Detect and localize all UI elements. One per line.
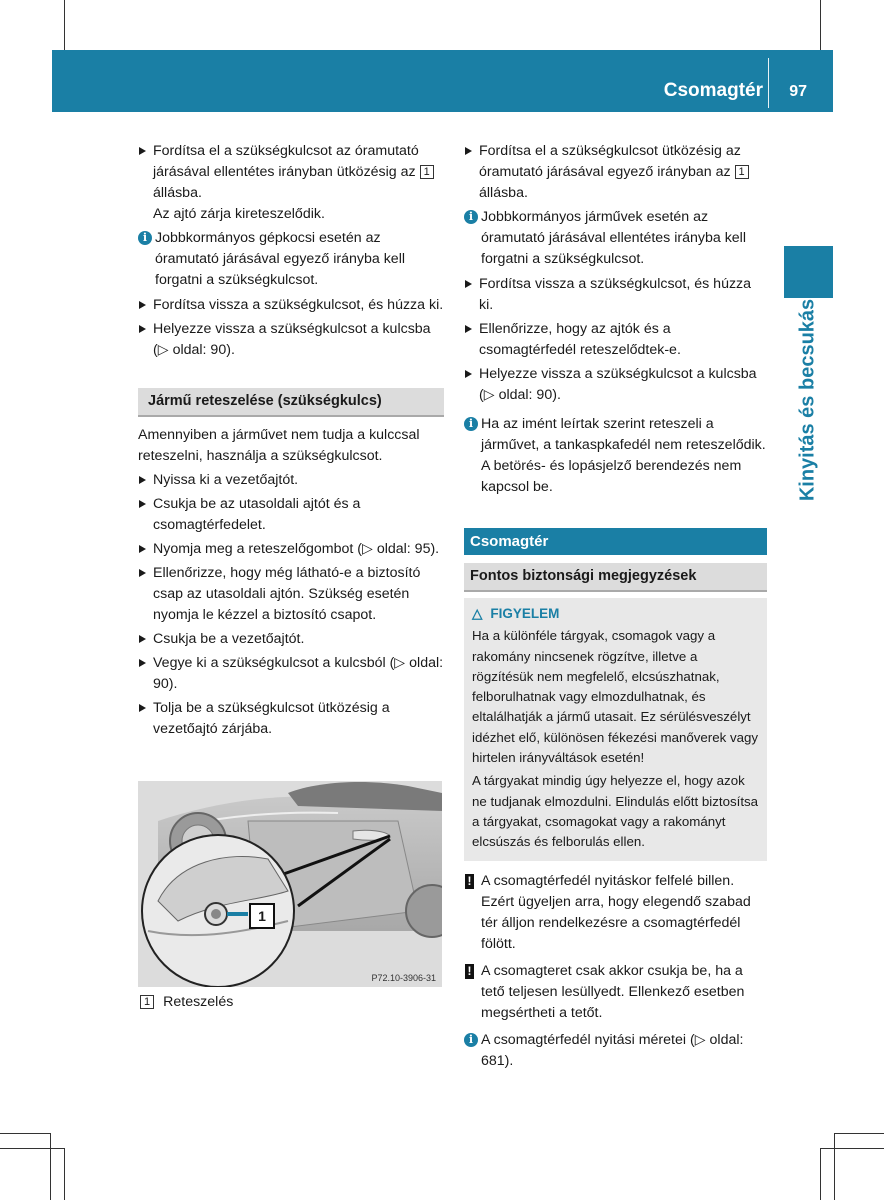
step-text: Ellenőrizze, hogy még látható-e a biztosító csap az utasoldali ajtón. Szükség esetén nyomja le kézzel a biztosító csapot. bbox=[153, 565, 421, 623]
step-text: Csukja be a vezetőajtót. bbox=[153, 631, 305, 647]
car-door-figure bbox=[138, 781, 442, 987]
step-text: Tolja be a szükségkulcsot ütközésig a vezetőajtó zárjába. bbox=[153, 700, 390, 737]
bullet-text: Fordítsa el a szükségkulcsot az óramutató járásával ellentétes irányban ütközésig az bbox=[153, 143, 419, 180]
info-text: Jobbkormányos járművek esetén az óramutató járásával ellentétes irányba kell forgatni a szükségkulcsot. bbox=[481, 209, 746, 267]
step-item bbox=[138, 470, 444, 491]
bullet-text: Fordítsa vissza a szükségkulcsot, és húzza ki. bbox=[479, 276, 752, 313]
warning-box bbox=[464, 598, 767, 861]
figure-caption bbox=[140, 992, 233, 1013]
caution-text: A csomagteret csak akkor csukja be, ha a tető teljesen lesüllyedt. Ellenkező esetben megsértheti a tetőt. bbox=[481, 962, 745, 1021]
bullet-item bbox=[138, 295, 444, 316]
caution-note bbox=[464, 961, 767, 1024]
bullet-text: Ellenőrizze, hogy az ajtók és a csomagtérfedél reteszelődtek-e. bbox=[479, 321, 681, 358]
crop-mark bbox=[64, 1148, 65, 1200]
bullet-text-end: állásba. bbox=[479, 185, 528, 201]
bullet-text-end: állásba. bbox=[153, 185, 202, 201]
bullet-item bbox=[138, 141, 444, 225]
bullet-item bbox=[464, 141, 767, 204]
figure-callout: 1 bbox=[249, 903, 275, 929]
step-item bbox=[138, 653, 444, 695]
exclamation-icon: ! bbox=[465, 874, 474, 889]
crop-mark bbox=[0, 1133, 50, 1134]
info-note bbox=[138, 228, 444, 291]
info-note bbox=[464, 207, 767, 270]
exclamation-icon: ! bbox=[465, 964, 474, 979]
info-text: Jobbkormányos gépkocsi esetén az óramutató járásával egyező irányba kell forgatni a szükségkulcsot. bbox=[155, 230, 405, 288]
caption-text: Reteszelés bbox=[163, 994, 234, 1010]
crop-mark bbox=[820, 1148, 884, 1149]
bullet-text: Fordítsa vissza a szükségkulcsot, és húzza ki. bbox=[153, 297, 444, 313]
bullet-item bbox=[464, 319, 767, 361]
warning-triangle-icon: △ bbox=[472, 606, 483, 621]
bullet-result: Az ajtó zárja kireteszelődik. bbox=[153, 206, 325, 222]
step-text: Vegye ki a szükségkulcsot a kulcsból (▷ oldal: 90). bbox=[153, 655, 444, 692]
figure-code: P72.10-3906-31 bbox=[371, 973, 436, 983]
bullet-item bbox=[464, 364, 767, 406]
crop-mark bbox=[834, 1133, 835, 1200]
bullet-item bbox=[464, 274, 767, 316]
info-icon: i bbox=[464, 1033, 478, 1047]
info-icon: i bbox=[464, 417, 478, 431]
left-column bbox=[138, 141, 444, 743]
page-number: 97 bbox=[789, 83, 807, 100]
crop-mark bbox=[64, 0, 65, 50]
side-tab-marker bbox=[784, 246, 833, 298]
right-column bbox=[464, 141, 767, 1076]
info-text: A csomagtérfedél nyitási méretei (▷ oldal: 681). bbox=[481, 1031, 744, 1069]
subsection-heading: Fontos biztonsági megjegyzések bbox=[464, 563, 767, 592]
side-tab-text: Kinyitás és becsukás bbox=[796, 298, 819, 502]
position-key: 1 bbox=[420, 165, 434, 179]
section-heading: Jármű reteszelése (szükségkulcs) bbox=[138, 388, 444, 417]
warning-paragraph: A tárgyakat mindig úgy helyezze el, hogy azok ne tudjanak elmozdulni. Elindulás előtt biztosítsa a tárgyakat, csomagokat vagy a rakományt elcsúszás és felborulás ellen. bbox=[472, 773, 759, 850]
caution-note bbox=[464, 871, 767, 955]
info-note bbox=[464, 414, 767, 498]
bullet-text: Fordítsa el a szükségkulcsot ütközésig az óramutató járásával egyező irányban az bbox=[479, 143, 741, 180]
info-icon: i bbox=[138, 231, 152, 245]
info-icon: i bbox=[464, 210, 478, 224]
bullet-item bbox=[138, 319, 444, 361]
step-text: Csukja be az utasoldali ajtót és a csomagtérfedelet. bbox=[153, 496, 361, 533]
car-door-illustration bbox=[138, 781, 442, 987]
warning-paragraph: Ha a különféle tárgyak, csomagok vagy a rakomány nincsenek rögzítve, illetve a rögzítésük nem megfelelő, elcsúszhatnak, felborulhatnak vagy elmozdulhatnak, és eltalálhatják a jármű utasait. Ez sérülésveszélyt idézhet elő, különösen fékezési manőverek vagy hirtelen irányváltások esetén! bbox=[472, 628, 759, 766]
header-title: Csomagtér bbox=[663, 80, 763, 101]
page-header bbox=[52, 50, 833, 112]
crop-mark bbox=[50, 1133, 51, 1200]
caution-text: A csomagtérfedél nyitáskor felfelé billen. Ezért ügyeljen arra, hogy elegendő szabad tér álljon rendelkezésre a csomagtérfedél fölött. bbox=[481, 872, 751, 952]
crop-mark bbox=[820, 1148, 821, 1200]
header-separator bbox=[768, 58, 769, 108]
crop-mark bbox=[0, 1148, 64, 1149]
bullet-text: Helyezze vissza a szükségkulcsot a kulcsba (▷ oldal: 90). bbox=[479, 366, 757, 403]
section-heading: Csomagtér bbox=[464, 528, 767, 555]
step-item bbox=[138, 629, 444, 650]
info-note bbox=[464, 1030, 767, 1072]
crop-mark bbox=[834, 1133, 884, 1134]
step-text: Nyissa ki a vezetőajtót. bbox=[153, 472, 299, 488]
warning-title bbox=[472, 604, 759, 624]
step-item bbox=[138, 494, 444, 536]
position-key: 1 bbox=[735, 165, 749, 179]
info-text: Ha az imént leírtak szerint reteszeli a járművet, a tankaspkafedél nem reteszelődik. A betörés- és lopásjelző berendezés nem kapcsol be. bbox=[481, 416, 766, 495]
warning-title-text: FIGYELEM bbox=[490, 606, 560, 621]
bullet-text: Helyezze vissza a szükségkulcsot a kulcsba (▷ oldal: 90). bbox=[153, 321, 431, 358]
crop-mark bbox=[820, 0, 821, 50]
caption-key: 1 bbox=[140, 995, 154, 1009]
step-text: Nyomja meg a reteszelőgombot (▷ oldal: 95). bbox=[153, 541, 440, 557]
step-item bbox=[138, 698, 444, 740]
intro-text: Amennyiben a járművet nem tudja a kulccsal reteszelni, használja a szükségkulcsot. bbox=[138, 427, 420, 464]
step-item bbox=[138, 539, 444, 560]
step-item bbox=[138, 563, 444, 626]
